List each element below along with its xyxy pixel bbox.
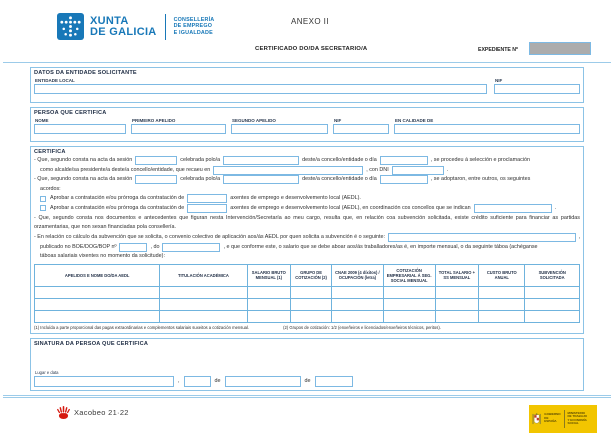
section-certifica-title: CERTIFICA — [34, 149, 66, 155]
de2-text: de — [304, 378, 311, 384]
table-row — [35, 310, 580, 322]
calidade-label: EN CALIDADE DE — [395, 118, 434, 123]
cert2-text5: acordos: — [40, 185, 61, 192]
cert2-session-input[interactable] — [135, 175, 177, 184]
checkbox-hire-aedl[interactable] — [40, 196, 46, 202]
xacobeo-hand-icon — [57, 405, 70, 420]
cert4-bulletin-number-input[interactable] — [119, 243, 147, 252]
table-cell[interactable] — [291, 286, 332, 298]
brand-divider — [165, 14, 166, 40]
col-custo-bruto: CUSTO BRUTO ANUAL — [479, 264, 525, 286]
header-divider — [3, 62, 611, 63]
table-cell[interactable] — [383, 286, 435, 298]
check2-count-input[interactable] — [187, 204, 227, 213]
col-total-salario: TOTAL SALARIO + SS MENSUAL — [435, 264, 479, 286]
cert1-text3: deste/a concello/entidade o día — [302, 157, 377, 163]
table-cell[interactable] — [479, 298, 525, 310]
check2-councils-input[interactable] — [474, 204, 552, 213]
table-cell[interactable] — [525, 298, 580, 310]
nome-label: NOME — [35, 118, 49, 123]
day-input[interactable] — [184, 376, 211, 387]
table-footnotes — [34, 325, 580, 330]
cert1-dni-input[interactable] — [392, 166, 444, 175]
xunta-logo — [57, 13, 214, 40]
year-input[interactable] — [315, 376, 353, 387]
cert2-text4: , se adoptaron, entre outros, os seguintes — [430, 176, 531, 182]
form-title: CERTIFICADO DO/DA SECRETARIO/A — [255, 46, 368, 52]
cert2-text3: deste/a concello/entidade o día — [302, 176, 377, 182]
table-cell[interactable] — [160, 286, 247, 298]
section-person — [30, 107, 584, 142]
table-cell[interactable] — [383, 298, 435, 310]
col-titulacion: TITULACIÓN ACADÉMICA — [160, 264, 247, 286]
cert4-text3: publicado no BOE/DOG/BOP nº — [40, 243, 117, 250]
person-nif-label: NIF — [334, 118, 342, 123]
cert2-text2: celebrada polo/a — [180, 176, 221, 182]
table-cell[interactable] — [383, 310, 435, 322]
cert1-name-input[interactable] — [213, 166, 363, 175]
table-cell[interactable] — [479, 286, 525, 298]
table-cell[interactable] — [35, 298, 160, 310]
table-cell[interactable] — [247, 298, 291, 310]
cert1-date-input[interactable] — [380, 156, 428, 165]
de1-text: de — [214, 378, 221, 384]
place-date-label: Lugar e data — [35, 369, 59, 375]
entity-nif-label: NIF — [495, 78, 503, 83]
check1-text1: Aprobar a contratación e/ou prórroga da contratación de — [50, 195, 185, 201]
check1-count-input[interactable] — [187, 194, 227, 203]
table-cell[interactable] — [35, 310, 160, 322]
table-cell[interactable] — [247, 310, 291, 322]
month-input[interactable] — [225, 376, 301, 387]
expedient-label: EXPEDIENTE Nº — [478, 47, 518, 53]
section-person-title: PERSOA QUE CERTIFICA — [34, 110, 107, 116]
expedient-input[interactable] — [529, 42, 591, 55]
gov-text: GOBIERNO DE ESPAÑA — [544, 412, 561, 424]
col-cnae: CNAE 2009 (4 díxitos) / OCUPACIÓN (letra) — [332, 264, 384, 286]
col-apelidos-nome: APELIDOS E NOME DO/DA AEDL — [35, 264, 160, 286]
table-cell[interactable] — [525, 286, 580, 298]
cert1-text4: , se procedeu á selección e proclamación — [430, 157, 530, 163]
table-header-row — [35, 264, 580, 286]
table-cell[interactable] — [247, 286, 291, 298]
cert2-body-input[interactable] — [223, 175, 299, 184]
brand-name: XUNTA DE GALICIA — [90, 14, 157, 38]
person-nif-input[interactable] — [333, 124, 389, 134]
table-cell[interactable] — [435, 298, 479, 310]
section-signature — [30, 338, 584, 391]
col-salario-bruto: SALARIO BRUTO MENSUAL (1) — [247, 264, 291, 286]
col-cotizacion-empresarial: COTIZACIÓN EMPRESARIAL Á SEG. SOCIAL MENSUAL — [383, 264, 435, 286]
nome-input[interactable] — [34, 124, 126, 134]
table-cell[interactable] — [35, 286, 160, 298]
annex-label: ANEXO II — [291, 17, 329, 26]
section-certifica — [30, 146, 584, 334]
cert4-bulletin-date-input[interactable] — [162, 243, 220, 252]
entity-nif-input[interactable] — [494, 84, 580, 94]
cert4-text2: , — [578, 234, 580, 240]
cert4-text1: - En relación co cálculo da subvención que se solicita, o convenio colectivo de aplicación aos/ás AEDL por quen solicita a subvención é o seguinte: — [34, 234, 386, 240]
table-row — [35, 298, 580, 310]
spain-government-logo — [529, 405, 597, 433]
cert2-text1: - Que, segundo consta na acta da sesión — [34, 176, 133, 182]
salary-table — [34, 264, 580, 323]
entity-local-input[interactable] — [34, 84, 487, 94]
check2-text1: Aprobar a contratación e/ou prórroga da contratación de — [50, 204, 185, 211]
section-signature-title: SINATURA DA PERSOA QUE CERTIFICA — [34, 340, 149, 347]
table-cell[interactable] — [435, 310, 479, 322]
table-cell[interactable] — [332, 286, 384, 298]
cert4-text5: , e que conforme este, o salario que se debe aboar aos/ás traballadores/as é, en importe mensual, o da seguinte táboa (achéganse — [223, 243, 538, 250]
apelido2-input[interactable] — [231, 124, 328, 134]
xacobeo-logo — [57, 405, 129, 420]
cert1-text2: celebrada polo/a — [180, 157, 221, 163]
table-cell[interactable] — [435, 286, 479, 298]
xacobeo-label: Xacobeo 21·22 — [74, 407, 129, 417]
apelido1-input[interactable] — [131, 124, 226, 134]
table-cell[interactable] — [291, 310, 332, 322]
xunta-emblem-icon — [57, 13, 84, 40]
cert1-body-input[interactable] — [223, 156, 299, 165]
cert4-text4: , do — [150, 243, 160, 250]
gov-logo-divider — [564, 410, 565, 428]
table-cell[interactable] — [160, 310, 247, 322]
cert1-text6: , con DNI — [366, 166, 389, 173]
calidade-input[interactable] — [394, 124, 580, 134]
cert2-date-input[interactable] — [380, 175, 428, 184]
department-name: CONSELLERÍA DE EMPREGO E IGUALDADE — [173, 16, 215, 36]
cert1-text1: - Que, segundo consta na acta da sesión — [34, 157, 133, 163]
cert1-session-input[interactable] — [135, 156, 177, 165]
ministry-text: MINISTERIO DE TRABAJO Y ECONOMÍA SOCIAL — [567, 410, 587, 425]
checkbox-hire-aedl-coordinated[interactable] — [40, 205, 46, 211]
header — [0, 0, 614, 62]
footer — [3, 395, 611, 433]
table-cell[interactable] — [160, 298, 247, 310]
apelido2-label: SEGUNDO APELIDO — [232, 118, 276, 123]
place-input[interactable] — [34, 376, 174, 387]
col-subvencion: SUBVENCIÓN SOLICITADA — [525, 264, 580, 286]
col-grupo-cotizacion: GRUPO DE COTIZACIÓN (2) — [291, 264, 332, 286]
table-row — [35, 286, 580, 298]
entity-local-label: ENTIDADE LOCAL — [35, 78, 75, 83]
table-cell[interactable] — [525, 310, 580, 322]
footnote-2: (2) Grupos de cotización: 1/2 (enxeñeiros e licenciados/enxeñeiros técnicos, peritos). — [283, 324, 441, 330]
section-entity — [30, 67, 584, 103]
check1-text2: axentes de emprego e desenvolvemento local (AEDL). — [230, 195, 361, 201]
cert1-text7: . — [446, 166, 449, 173]
section-entity-title: DATOS DA ENTIDADE SOLICITANTE — [34, 70, 137, 76]
spain-coat-of-arms-icon — [532, 412, 541, 426]
cert4-text6: táboas salariais vixentes no momento da solicitude): — [40, 253, 165, 259]
table-cell[interactable] — [291, 298, 332, 310]
table-cell[interactable] — [479, 310, 525, 322]
cert1-text5: como alcalde/sa presidente/a deste/a concello/entidade, que recaeu en — [40, 166, 211, 173]
footnote-1: (1) Incluída a parte proporcional das pagas extraordinarias e complementos salariais suxeitos a cotización mensual. — [34, 324, 250, 330]
cert4-agreement-input[interactable] — [388, 233, 575, 242]
comma-text: , — [178, 378, 180, 384]
table-cell[interactable] — [332, 298, 384, 310]
apelido1-label: PRIMEIRO APELIDO — [132, 118, 176, 123]
check2-text2: axentes de emprego e desenvolvemento local (AEDL), en coordinación cos concellos que se indican — [230, 204, 471, 211]
check2-text3: . — [554, 204, 557, 211]
table-cell[interactable] — [332, 310, 384, 322]
cert3-paragraph: - Que, segundo consta nos documentos e antecedentes que figuran nesta Intervención/Secretaría ao meu cargo, resulta que, en relación coa subvención solicitada, existe crédito suficiente para financiar as partidas orzamentarias, que non sexan financiadas pola consellería. — [34, 215, 580, 230]
